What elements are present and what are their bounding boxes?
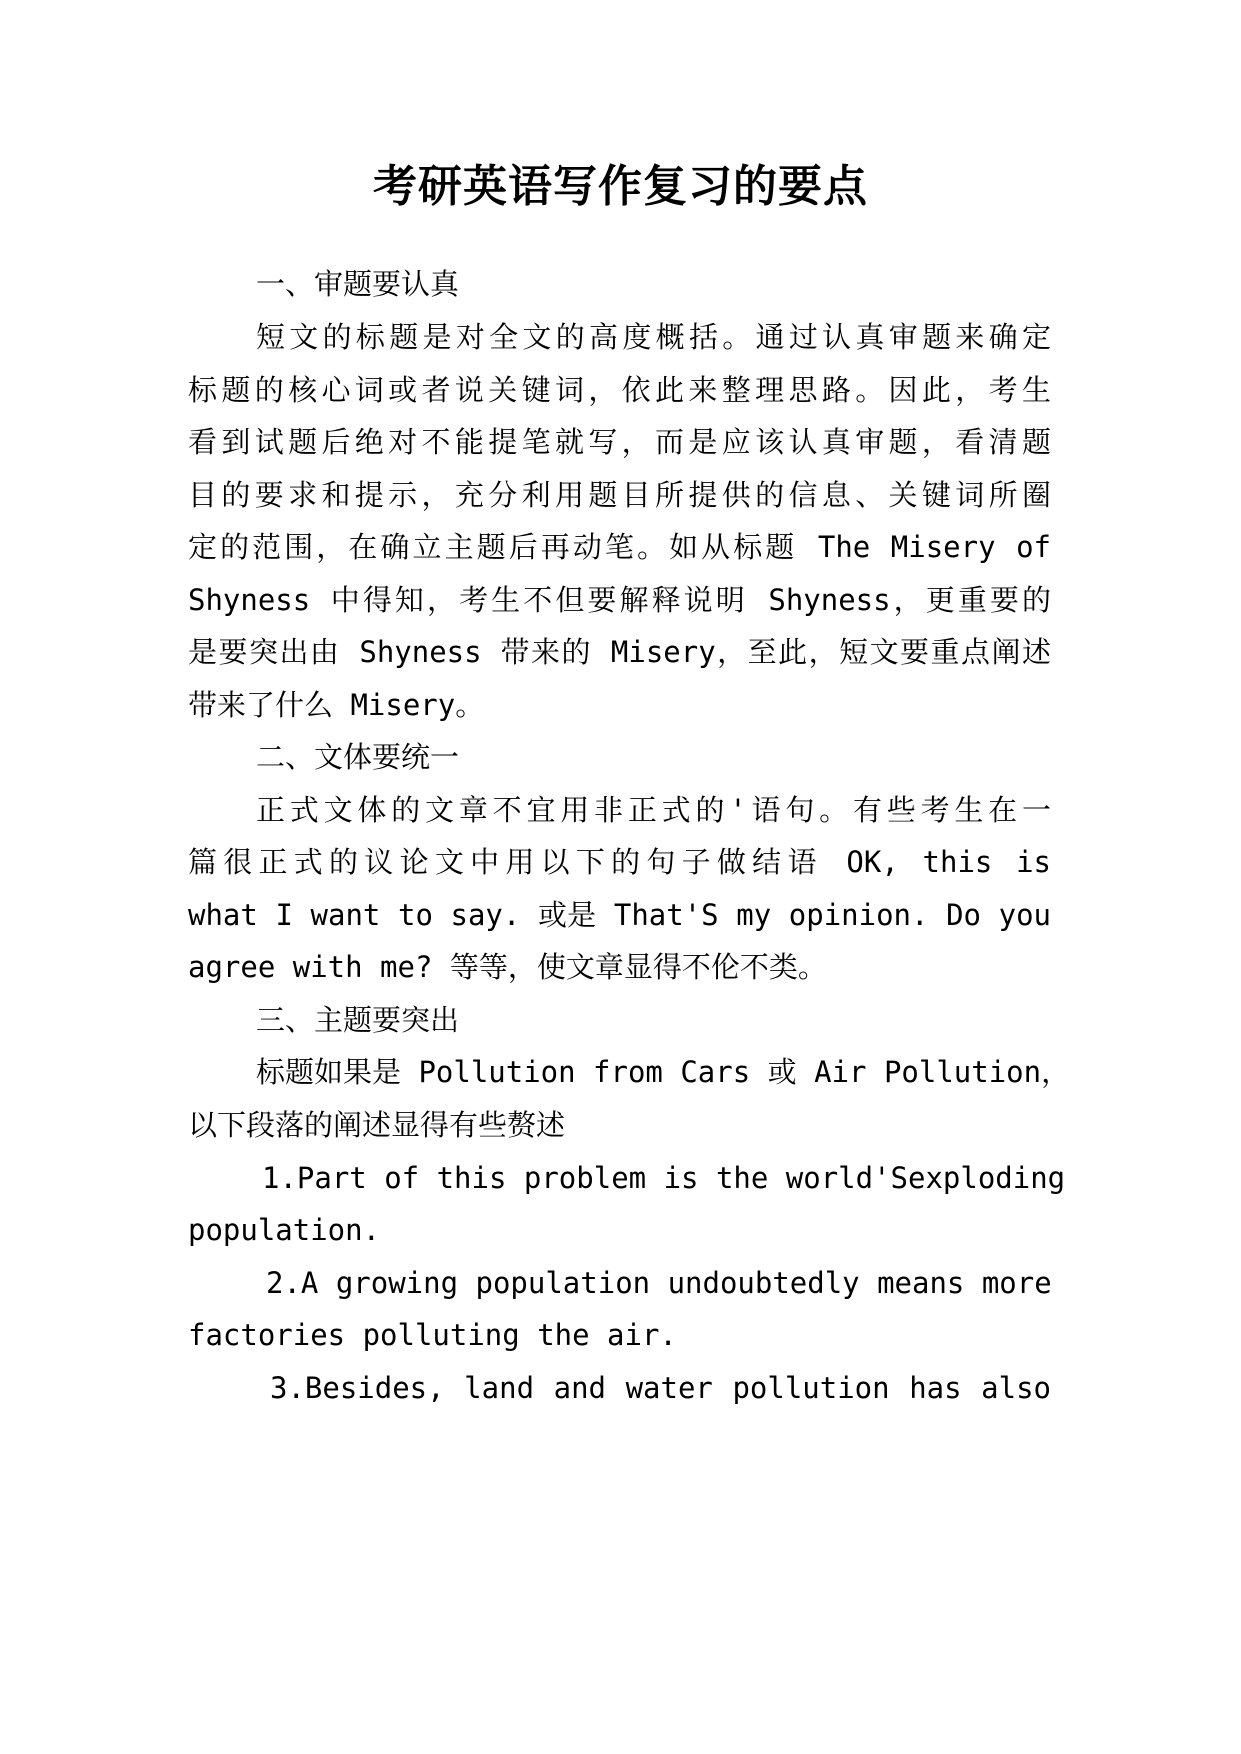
section-heading: 一、审题要认真: [256, 267, 460, 301]
paragraph-line: 篇很正式的议论文中用以下的句子做结语 OK, this is: [188, 845, 1051, 879]
list-item: 2.A growing population undoubtedly means more: [266, 1266, 1052, 1300]
paragraph-line: 短文的标题是对全文的高度概括。通过认真审题来确定: [256, 320, 1051, 354]
paragraph-line: agree with me? 等等，使文章显得不伦不类。: [188, 950, 827, 984]
paragraph-line: 目的要求和提示，充分利用题目所提供的信息、关键词所圈: [188, 478, 1051, 512]
list-item-continuation: population.: [188, 1213, 381, 1247]
paragraph-line: 标题的核心词或者说关键词，依此来整理思路。因此，考生: [188, 373, 1051, 407]
paragraph-line: 正式文体的文章不宜用非正式的'语句。有些考生在一: [256, 793, 1051, 827]
paragraph-line: 以下段落的阐述显得有些赘述: [188, 1108, 566, 1142]
list-item: 3.Besides, land and water pollution has also: [270, 1371, 1051, 1405]
paragraph-line: what I want to say. 或是 That'S my opinion. Do you: [188, 898, 1051, 932]
section-heading: 三、主题要突出: [256, 1003, 460, 1037]
section-heading: 二、文体要统一: [256, 740, 460, 774]
paragraph-line: 定的范围，在确立主题后再动笔。如从标题 The Misery of: [188, 530, 1051, 564]
list-item: 1.Part of this problem is the world'Sexploding: [262, 1161, 1066, 1195]
paragraph-line: 是要突出由 Shyness 带来的 Misery，至此，短文要重点阐述: [188, 635, 1051, 669]
paragraph-line: 看到试题后绝对不能提笔就写，而是应该认真审题，看清题: [188, 425, 1051, 459]
list-item-continuation: factories polluting the air.: [188, 1318, 677, 1352]
paragraph-line: Shyness 中得知，考生不但要解释说明 Shyness，更重要的: [188, 583, 1051, 617]
paragraph-line: 标题如果是 Pollution from Cars 或 Air Pollution，: [256, 1055, 1071, 1089]
document-title: 考研英语写作复习的要点: [373, 161, 868, 212]
paragraph-line: 带来了什么 Misery。: [188, 688, 485, 722]
